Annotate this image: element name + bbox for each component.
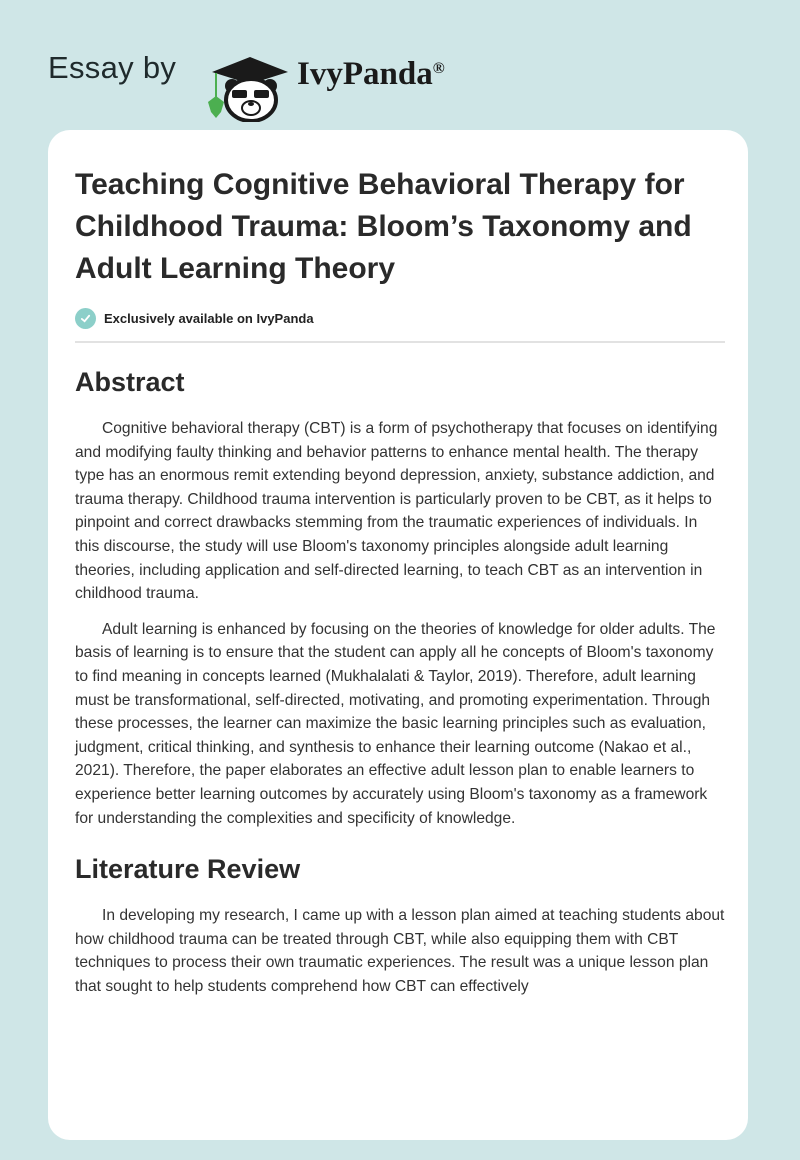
section-heading-abstract: Abstract	[75, 367, 185, 397]
essay-by-label: Essay by	[48, 50, 177, 85]
badge-text: Exclusively available on IvyPanda	[104, 310, 314, 326]
ivypanda-logo-icon[interactable]	[202, 56, 292, 122]
check-icon	[75, 308, 96, 329]
essay-card	[48, 130, 748, 1140]
section-heading-literature-review: Literature Review	[75, 854, 301, 885]
exclusive-badge	[75, 306, 725, 330]
essay-title: Teaching Cognitive Behavioral Therapy for Childhood Trauma: Bloom’s Taxonomy and Adult Learning Theory	[75, 168, 692, 285]
brand-name[interactable]	[297, 56, 445, 93]
divider	[75, 341, 725, 343]
paragraph: In developing my research, I came up with a lesson plan aimed at teaching students about how childhood trauma can be treated through CBT, while also equipping them with CBT techniques to process their own traumatic experiences. The result was a unique lesson plan that sought to help students comprehend how CBT can effectively	[75, 907, 725, 995]
paragraph: Cognitive behavioral therapy (CBT) is a form of psychotherapy that focuses on identifying and modifying faulty thinking and behavior patterns to enhance mental health. The therapy type has an enormous remit extending beyond depression, anxiety, substance addiction, and trauma therapy. Childhood trauma intervention is particularly proven to be CBT, as it helps to pinpoint and correct drawbacks stemming from the traumatic experiences of individuals. In this discourse, the study will use Bloom's taxonomy principles alongside adult learning theories, including application and self-directed learning, to teach CBT as an intervention in childhood trauma.	[75, 420, 718, 603]
registered-mark: ®	[432, 60, 445, 77]
site-header	[0, 20, 800, 120]
brand-text: IvyPanda	[297, 56, 433, 92]
paragraph: Adult learning is enhanced by focusing on the theories of knowledge for older adults. The basis of learning is to ensure that the student can apply all he concepts of Bloom's taxonomy to find meaning in concepts learned (Mukhalalati & Taylor, 2019). Therefore, adult learning must be transformational, self-directed, motivating, and promoting experimentation. Through these processes, the learner can maximize the basic learning principles such as evaluation, judgment, critical thinking, and synthesis to enhance their learning outcome (Nakao et al., 2021). Therefore, the paper elaborates an effective adult lesson plan to enable learners to experience better learning outcomes by accurately using Bloom's taxonomy as a framework for understanding the complexities and specificity of knowledge.	[75, 620, 716, 827]
